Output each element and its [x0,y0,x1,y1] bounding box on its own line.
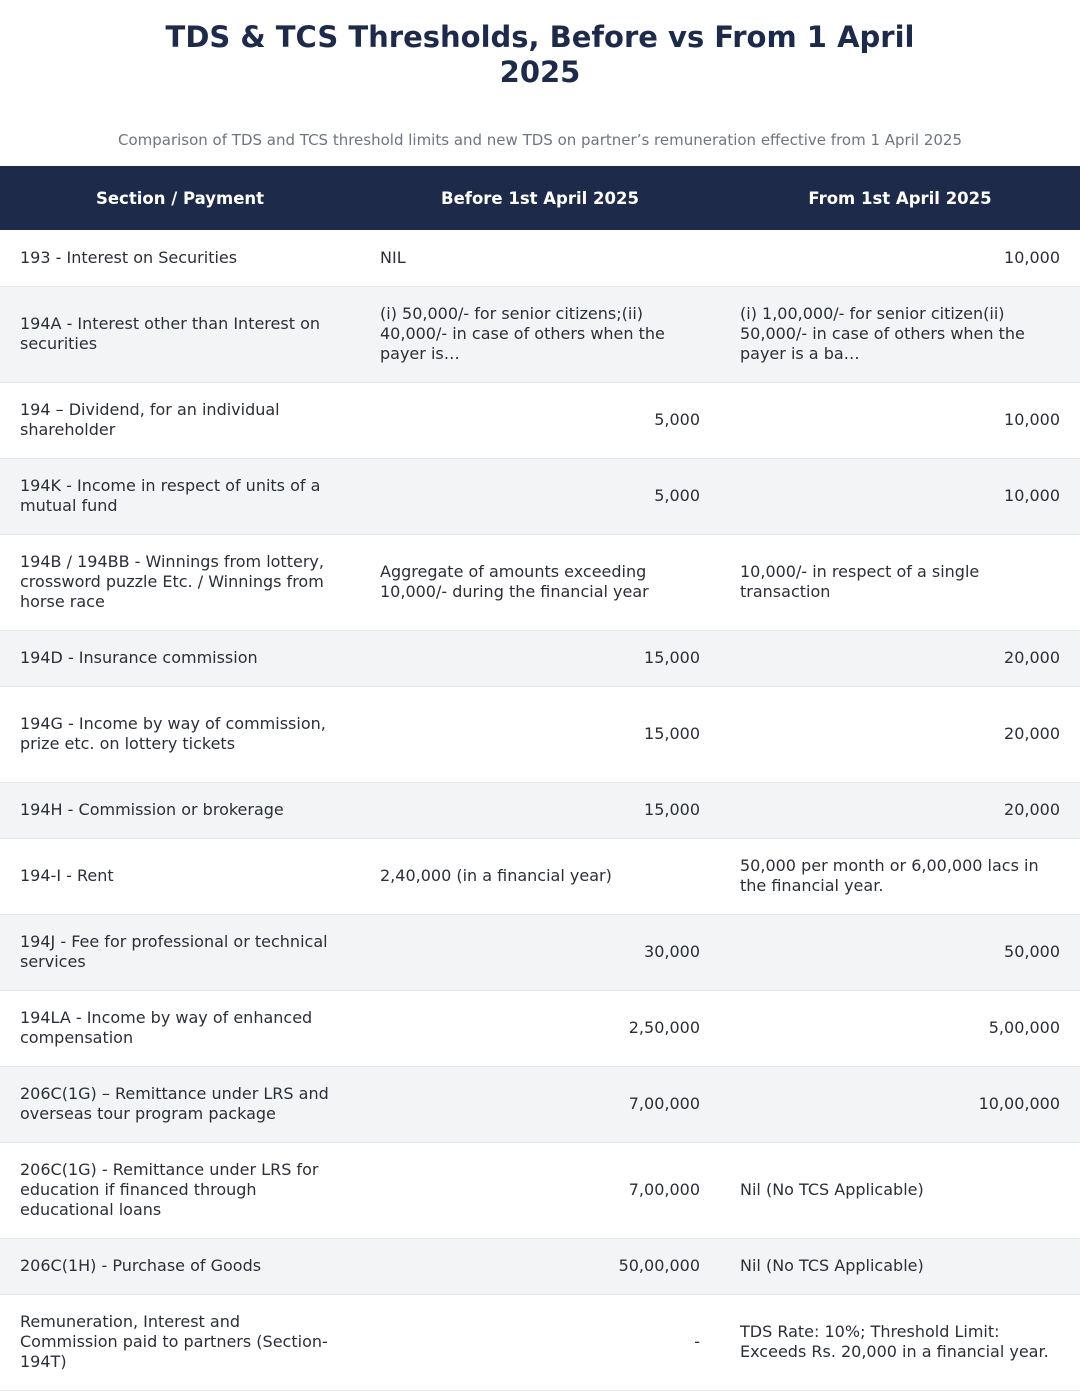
cell-before [360,782,720,838]
table-row [0,838,1080,914]
page-title: TDS & TCS Thresholds, Before vs From 1 April 2025 [165,20,915,89]
table-row [0,286,1080,382]
cell-after-text: 10,000 [1004,410,1060,429]
cell-section-text: 206C(1G) - Remittance under LRS for education if financed through educational loans [20,1160,319,1219]
cell-section-text: 194D - Insurance commission [20,648,258,667]
cell-after [720,1066,1080,1142]
header-before: Before 1st April 2025 [360,166,720,230]
table-row [0,686,1080,782]
cell-section-text: Remuneration, Interest and Commission paid to partners (Section-194T) [20,1312,328,1371]
cell-after-text: 10,000 [1004,486,1060,505]
cell-after [720,1294,1080,1390]
cell-before-text: 2,40,000 (in a financial year) [380,866,612,885]
cell-after [720,838,1080,914]
table-row [0,230,1080,286]
cell-after-text: 50,000 [1004,942,1060,961]
cell-after [720,686,1080,782]
cell-after [720,990,1080,1066]
cell-after-text: (i) 1,00,000/- for senior citizen(ii) 50,000/- in case of others when the payer is a ba… [740,304,1025,363]
cell-section [0,782,360,838]
cell-before-text: (i) 50,000/- for senior citizens;(ii) 40,000/- in case of others when the payer is… [380,304,665,363]
cell-section-text: 194G - Income by way of commission, prize etc. on lottery tickets [20,714,326,753]
cell-after [720,534,1080,630]
cell-section-text: 194H - Commission or brokerage [20,800,284,819]
cell-section-text: 194J - Fee for professional or technical services [20,932,328,971]
cell-section [0,1142,360,1238]
cell-before-text: 15,000 [644,724,700,743]
table-row [0,1238,1080,1294]
cell-after-text: 5,00,000 [988,1018,1060,1037]
cell-section-text: 206C(1H) - Purchase of Goods [20,1256,262,1275]
table-row [0,990,1080,1066]
cell-before-text: 30,000 [644,942,700,961]
cell-before-text: - [694,1332,700,1351]
cell-section [0,382,360,458]
cell-before [360,1066,720,1142]
cell-section-text: 194LA - Income by way of enhanced compensation [20,1008,313,1047]
cell-before [360,914,720,990]
cell-section [0,990,360,1066]
table-row [0,1142,1080,1238]
table-row [0,782,1080,838]
cell-section-text: 194A - Interest other than Interest on securities [20,314,320,353]
cell-after-text: 20,000 [1004,724,1060,743]
cell-before [360,534,720,630]
table-row [0,534,1080,630]
threshold-table [0,166,1080,1391]
table-row [0,1066,1080,1142]
cell-before-text: 7,00,000 [628,1180,700,1199]
cell-before [360,1238,720,1294]
table-header [0,166,1080,230]
cell-before-text: NIL [380,247,406,267]
cell-after [720,230,1080,286]
cell-after-text: 10,000/- in respect of a single transaction [740,562,980,601]
cell-before-text: Aggregate of amounts exceeding 10,000/- during the financial year [380,562,649,601]
cell-after-text: 10,000 [1004,247,1060,267]
cell-section [0,230,360,286]
cell-before [360,838,720,914]
cell-section [0,286,360,382]
header-row [0,166,1080,230]
cell-before [360,686,720,782]
cell-section-text: 194-I - Rent [20,866,114,885]
cell-before [360,230,720,286]
cell-after [720,1238,1080,1294]
cell-section [0,1066,360,1142]
cell-section-text: 193 - Interest on Securities [20,247,238,267]
header-section: Section / Payment [0,166,360,230]
cell-section-text: 194B / 194BB - Winnings from lottery, crossword puzzle Etc. / Winnings from horse race [20,552,324,611]
table-row [0,458,1080,534]
cell-before-text: 50,00,000 [618,1256,700,1275]
cell-before-text: 5,000 [654,410,700,429]
cell-section [0,1238,360,1294]
cell-before [360,990,720,1066]
cell-section [0,630,360,686]
cell-section-text: 206C(1G) – Remittance under LRS and overseas tour program package [20,1084,329,1123]
cell-before [360,382,720,458]
cell-before-text: 2,50,000 [628,1018,700,1037]
cell-after [720,782,1080,838]
cell-after-text: Nil (No TCS Applicable) [740,1256,924,1275]
cell-before [360,630,720,686]
cell-section [0,1294,360,1390]
table-row [0,630,1080,686]
cell-after-text: Nil (No TCS Applicable) [740,1180,924,1199]
page-subtitle: Comparison of TDS and TCS threshold limits and new TDS on partner’s remuneration effective from 1 April 2025 [117,131,962,149]
cell-after-text: 50,000 per month or 6,00,000 lacs in the financial year. [740,856,1039,895]
cell-before-text: 7,00,000 [628,1094,700,1113]
cell-section-text: 194 – Dividend, for an individual shareholder [20,400,280,439]
cell-after [720,382,1080,458]
cell-after-text: 20,000 [1004,648,1060,667]
cell-section [0,686,360,782]
cell-before [360,1142,720,1238]
cell-before [360,458,720,534]
table-row [0,914,1080,990]
cell-section [0,838,360,914]
cell-before-text: 5,000 [654,486,700,505]
cell-before [360,1294,720,1390]
cell-before-text: 15,000 [644,800,700,819]
cell-section [0,458,360,534]
table-body [0,230,1080,1390]
cell-after-text: TDS Rate: 10%; Threshold Limit: Exceeds Rs. 20,000 in a financial year. [740,1322,1049,1361]
cell-section-text: 194K - Income in respect of units of a mutual fund [20,476,321,515]
cell-before [360,286,720,382]
cell-after-text: 10,00,000 [978,1094,1060,1113]
cell-after [720,630,1080,686]
cell-after-text: 20,000 [1004,800,1060,819]
table-row [0,382,1080,458]
cell-after [720,286,1080,382]
cell-before-text: 15,000 [644,648,700,667]
cell-section [0,534,360,630]
cell-section [0,914,360,990]
cell-after [720,458,1080,534]
cell-after [720,914,1080,990]
header-after: From 1st April 2025 [720,166,1080,230]
cell-after [720,1142,1080,1238]
table-row [0,1294,1080,1390]
